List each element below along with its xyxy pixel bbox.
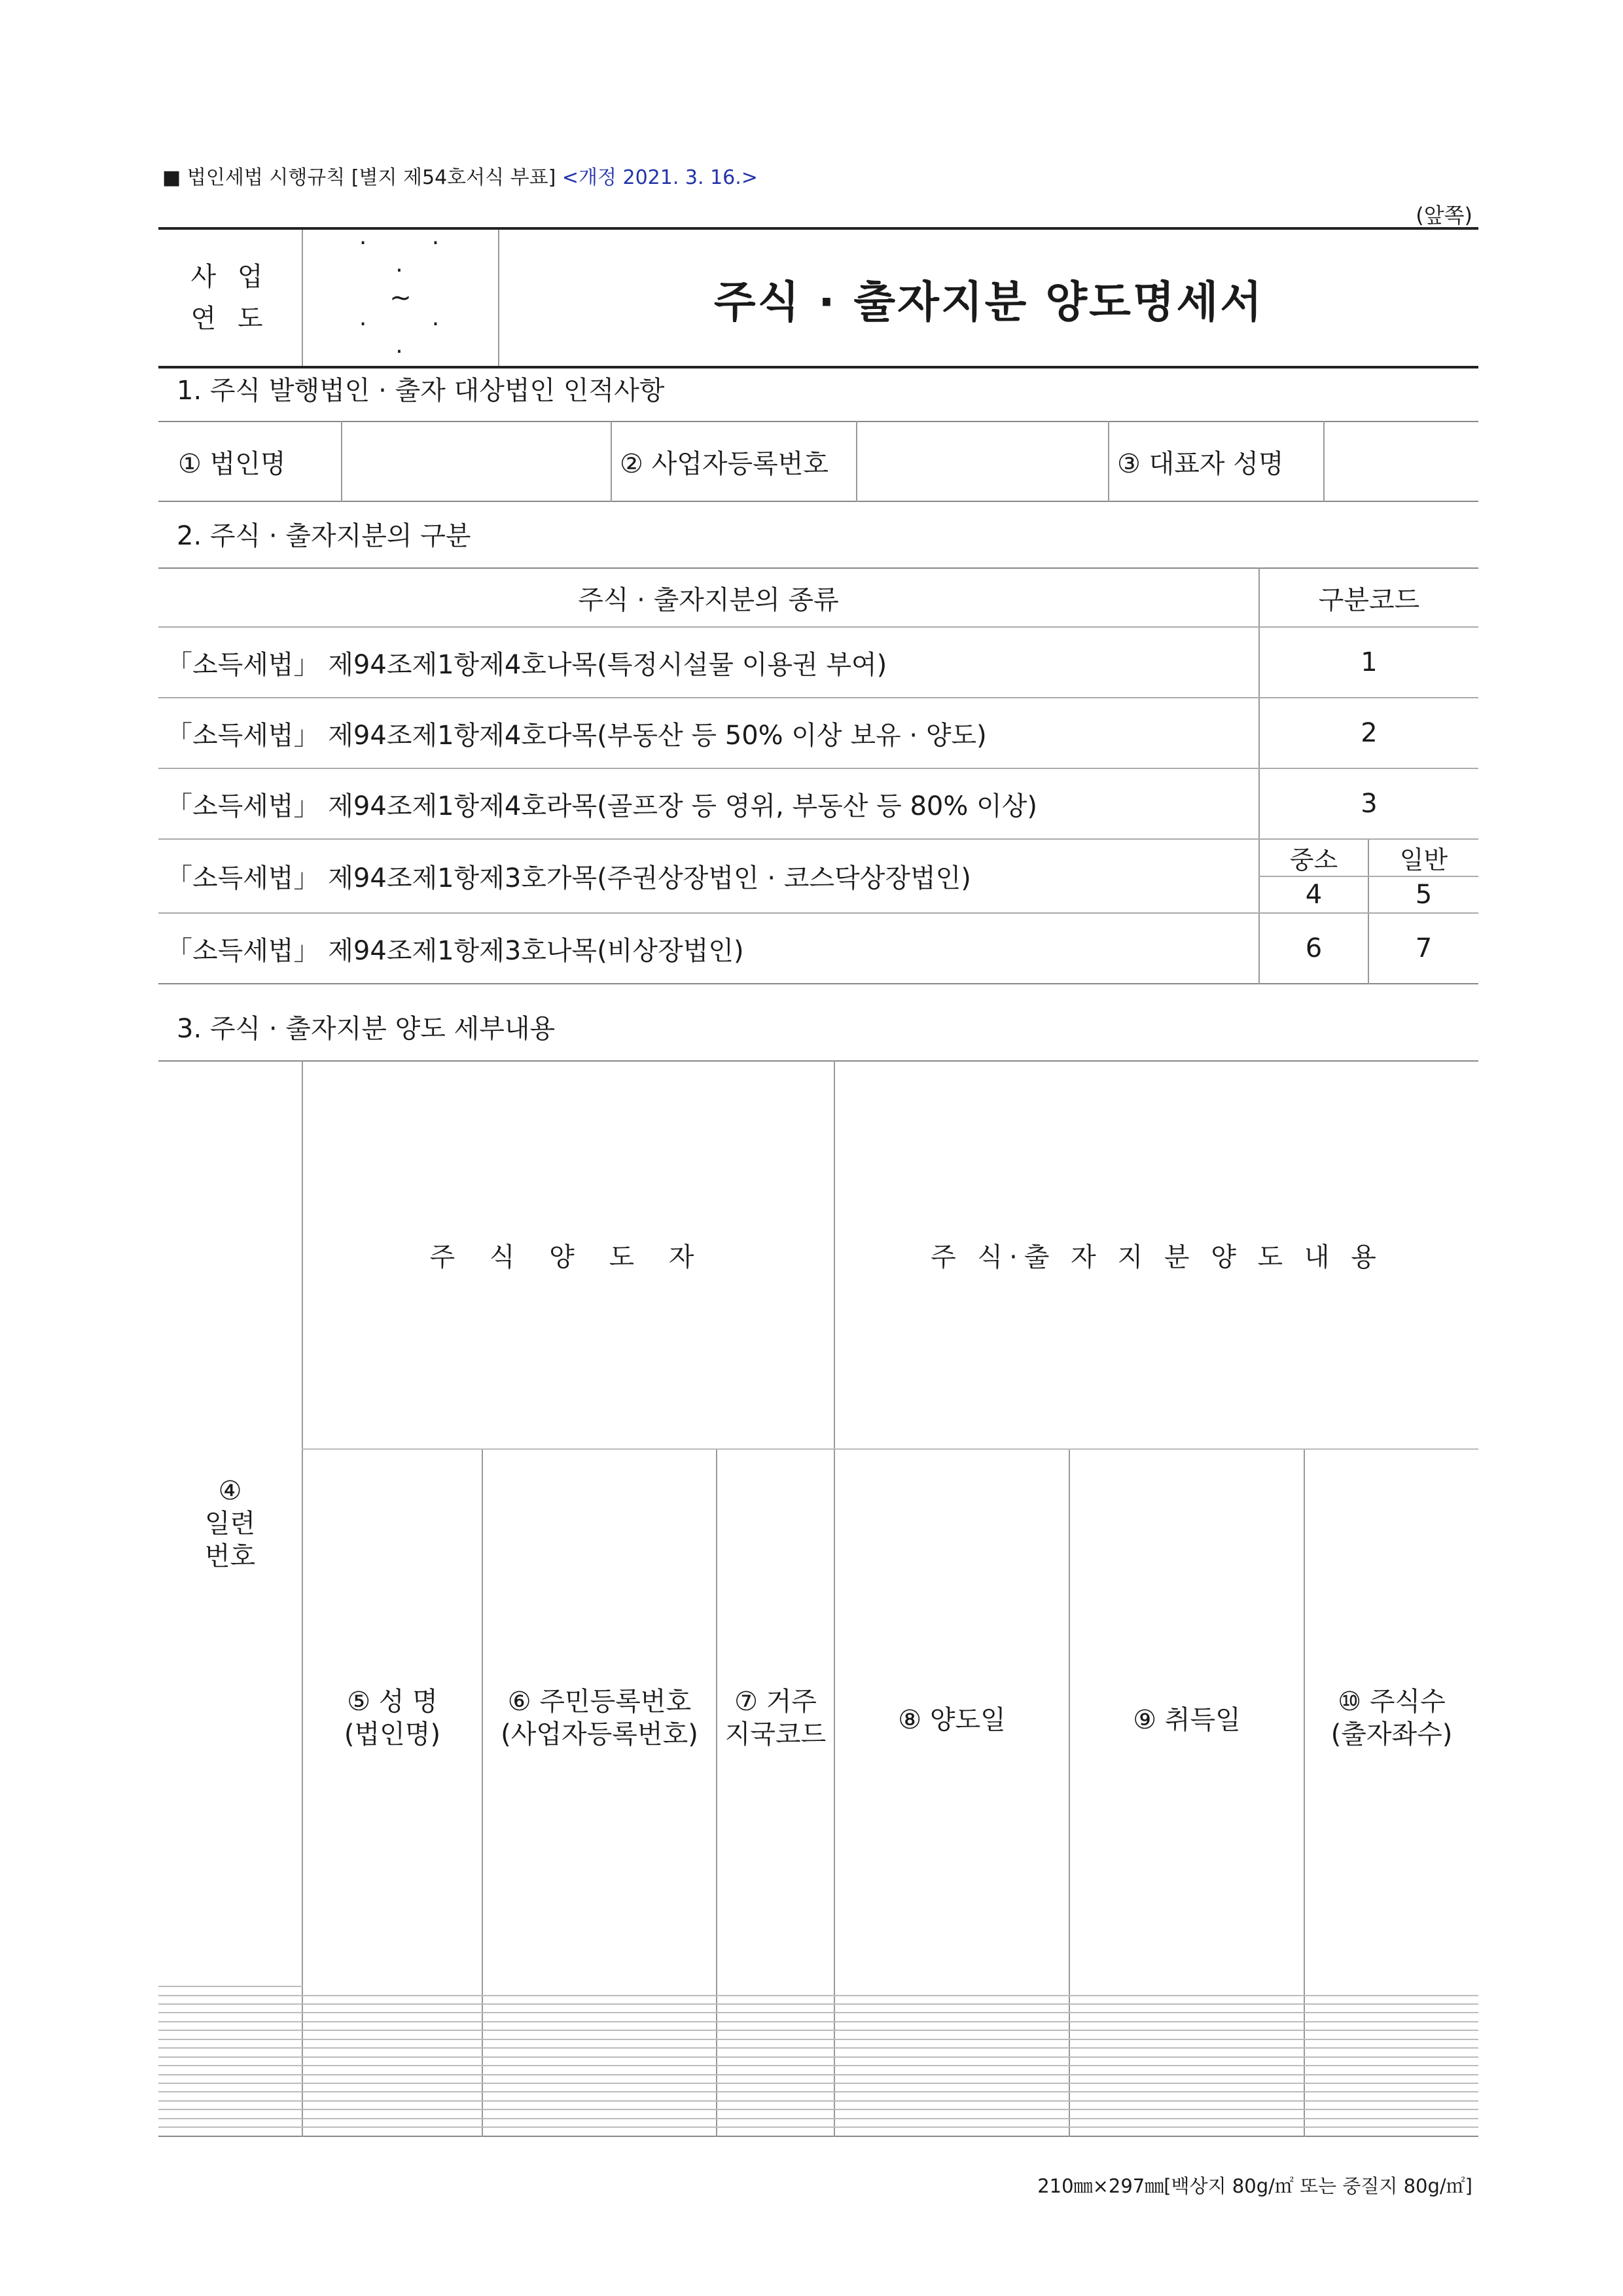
year-label-1: 사 업 bbox=[190, 262, 270, 292]
section3-heading: 3. 주식 · 출자지분 양도 세부내용 bbox=[177, 1014, 556, 1044]
transfer-details-group-header: 주 식·출 자 지 분 양 도 내 용 bbox=[834, 1061, 1478, 1449]
code-column-header: 구분코드 bbox=[1259, 568, 1478, 627]
corp-name-label: ① 법인명 bbox=[178, 448, 286, 479]
table-row bbox=[158, 2048, 1478, 2056]
seq-cell[interactable] bbox=[158, 2075, 302, 2083]
name-cell[interactable] bbox=[302, 2092, 482, 2100]
name-header-2: (법인명) bbox=[344, 1719, 441, 1749]
residence-code-cell[interactable] bbox=[717, 2127, 834, 2136]
sme-code: 6 bbox=[1259, 913, 1368, 984]
legal-basis: 법인세법 시행규칙 [별지 제54호서식 부표] bbox=[187, 166, 556, 189]
reg-no-cell[interactable] bbox=[482, 2119, 717, 2127]
reg-no-header-2: (사업자등록번호) bbox=[501, 1719, 698, 1749]
law-cell: 「소득세법」 제94조제1항제4호다목(부동산 등 50% 이상 보유 · 양도) bbox=[158, 698, 1259, 768]
residence-header-1: ⑦ 거주 bbox=[734, 1686, 817, 1717]
ceo-name-label: ③ 대표자 성명 bbox=[1109, 422, 1324, 501]
seq-cell[interactable] bbox=[158, 2109, 302, 2118]
seq-label-2: 번호 bbox=[204, 1541, 256, 1572]
reg-no-cell[interactable] bbox=[482, 2066, 717, 2074]
seq-cell[interactable] bbox=[158, 1986, 302, 1995]
reg-no-cell[interactable] bbox=[482, 1986, 717, 1995]
seq-cell[interactable] bbox=[158, 2004, 302, 2013]
table-row bbox=[158, 2109, 1478, 2118]
transfer-date-cell[interactable] bbox=[834, 2083, 1069, 2092]
general-label: 일반 bbox=[1368, 839, 1478, 876]
transfer-date-cell[interactable] bbox=[834, 2109, 1069, 2118]
table-row bbox=[158, 2101, 1478, 2109]
transfer-details-table bbox=[158, 1060, 1478, 2137]
table-row bbox=[158, 698, 1478, 768]
residence-code-cell[interactable] bbox=[717, 2101, 834, 2109]
shares-cell[interactable] bbox=[1304, 2039, 1478, 2048]
law-cell: 「소득세법」 제94조제1항제4호나목(특정시설물 이용권 부여) bbox=[158, 627, 1259, 698]
shares-cell[interactable] bbox=[1304, 2004, 1478, 2013]
reg-no-cell[interactable] bbox=[482, 2057, 717, 2066]
name-cell[interactable] bbox=[302, 2066, 482, 2074]
reg-no-cell[interactable] bbox=[482, 2092, 717, 2100]
square-icon: ■ bbox=[162, 166, 181, 189]
transfer-date-cell[interactable] bbox=[834, 2092, 1069, 2100]
reg-no-cell[interactable] bbox=[482, 2048, 717, 2056]
reg-no-cell[interactable] bbox=[482, 2013, 717, 2021]
table-row bbox=[158, 913, 1478, 984]
shares-cell[interactable] bbox=[1304, 2127, 1478, 2136]
residence-code-cell[interactable] bbox=[717, 2119, 834, 2127]
reg-no-cell[interactable] bbox=[482, 2075, 717, 2083]
name-cell[interactable] bbox=[302, 2022, 482, 2030]
acquire-date-cell[interactable] bbox=[1069, 2004, 1304, 2013]
table-row bbox=[158, 2119, 1478, 2127]
reg-no-cell[interactable] bbox=[482, 2127, 717, 2136]
residence-code-cell[interactable] bbox=[717, 2004, 834, 2013]
form-header bbox=[162, 161, 758, 190]
transfer-date-cell[interactable] bbox=[834, 2119, 1069, 2127]
shares-cell[interactable] bbox=[1304, 2048, 1478, 2056]
acquire-date-cell[interactable] bbox=[1069, 2092, 1304, 2100]
shares-cell[interactable] bbox=[1304, 2075, 1478, 2083]
reg-no-cell[interactable] bbox=[482, 2004, 717, 2013]
shares-header-1: ⑩ 주식수 bbox=[1338, 1686, 1446, 1717]
reg-no-cell[interactable] bbox=[482, 1996, 717, 2004]
biz-reg-no-input[interactable] bbox=[857, 422, 1109, 501]
type-column-header: 주식 · 출자지분의 종류 bbox=[158, 568, 1259, 627]
table-row bbox=[158, 2066, 1478, 2074]
table-row bbox=[158, 768, 1478, 839]
seq-no-header bbox=[158, 1061, 302, 1986]
shares-cell[interactable] bbox=[1304, 2057, 1478, 2066]
end-date-dots: · · · bbox=[359, 311, 469, 365]
table-row bbox=[158, 627, 1478, 698]
acquire-date-cell[interactable] bbox=[1069, 1986, 1304, 1995]
sme-label: 중소 bbox=[1259, 839, 1368, 876]
transfer-date-cell[interactable] bbox=[834, 2101, 1069, 2109]
law-cell: 「소득세법」 제94조제1항제3호가목(주권상장법인 · 코스닥상장법인) bbox=[158, 839, 1259, 913]
name-cell[interactable] bbox=[302, 2075, 482, 2083]
transfer-date-column-header: ⑧ 양도일 bbox=[834, 1449, 1069, 1987]
law-cell: 「소득세법」 제94조제1항제3호나목(비상장법인) bbox=[166, 935, 744, 966]
seq-cell[interactable] bbox=[158, 1996, 302, 2004]
corp-name-input[interactable] bbox=[342, 422, 611, 501]
residence-code-cell[interactable] bbox=[717, 2013, 834, 2021]
residence-code-cell[interactable] bbox=[717, 2030, 834, 2039]
reg-no-cell[interactable] bbox=[482, 2022, 717, 2030]
shares-header-2: (출자좌수) bbox=[1330, 1719, 1453, 1749]
revision-date: <개정 2021. 3. 16.> bbox=[562, 166, 758, 189]
seq-cell[interactable] bbox=[158, 2119, 302, 2127]
residence-code-cell[interactable] bbox=[717, 2039, 834, 2048]
start-date-dots: · · · bbox=[359, 230, 469, 284]
shares-column-header bbox=[1304, 1449, 1478, 1987]
name-cell[interactable] bbox=[302, 2083, 482, 2092]
name-header-1: ⑤ 성 명 bbox=[347, 1686, 438, 1717]
ceo-name-input[interactable] bbox=[1324, 422, 1478, 501]
transfer-date-cell[interactable] bbox=[834, 2127, 1069, 2136]
table-row bbox=[158, 1986, 1478, 1995]
shares-cell[interactable] bbox=[1304, 2013, 1478, 2021]
acquire-date-cell[interactable] bbox=[1069, 2075, 1304, 2083]
acquire-date-cell[interactable] bbox=[1069, 1996, 1304, 2004]
table-row bbox=[158, 2013, 1478, 2021]
transfer-date-cell[interactable] bbox=[834, 2022, 1069, 2030]
paper-spec: 210㎜×297㎜[백상지 80g/㎡ 또는 중질지 80g/㎡] bbox=[1037, 2175, 1472, 2197]
residence-code-cell[interactable] bbox=[717, 2066, 834, 2074]
acquire-date-cell[interactable] bbox=[1069, 2013, 1304, 2021]
shares-cell[interactable] bbox=[1304, 1986, 1478, 1995]
table-row bbox=[158, 839, 1478, 876]
table-row bbox=[158, 2004, 1478, 2013]
shares-cell[interactable] bbox=[1304, 2119, 1478, 2127]
range-tilde: ~ bbox=[389, 283, 412, 313]
table-row bbox=[158, 2039, 1478, 2048]
reg-no-cell[interactable] bbox=[482, 2109, 717, 2118]
seq-cell[interactable] bbox=[158, 2092, 302, 2100]
seq-cell[interactable] bbox=[158, 2127, 302, 2136]
form-title: 주식 · 출자지분 양도명세서 bbox=[499, 228, 1478, 367]
law-cell: 「소득세법」 제94조제1항제4호라목(골프장 등 영위, 부동산 등 80% 이상) bbox=[158, 768, 1259, 839]
code-cell: 3 bbox=[1259, 768, 1478, 839]
shares-cell[interactable] bbox=[1304, 2083, 1478, 2092]
reg-no-column-header bbox=[482, 1449, 717, 1987]
reg-no-cell[interactable] bbox=[482, 2039, 717, 2048]
seq-label-1: 일련 bbox=[204, 1509, 256, 1539]
seq-cell[interactable] bbox=[158, 2083, 302, 2092]
acquire-date-cell[interactable] bbox=[1069, 2022, 1304, 2030]
residence-code-cell[interactable] bbox=[717, 1986, 834, 1995]
name-column-header bbox=[302, 1449, 482, 1987]
transferor-group-header: 주 식 양 도 자 bbox=[302, 1061, 834, 1449]
acquire-date-column-header: ⑨ 취득일 bbox=[1069, 1449, 1304, 1987]
name-cell[interactable] bbox=[302, 2119, 482, 2127]
acquire-date-cell[interactable] bbox=[1069, 2048, 1304, 2056]
transfer-date-cell[interactable] bbox=[834, 1996, 1069, 2004]
table-row bbox=[158, 2057, 1478, 2066]
residence-header-2: 지국코드 bbox=[724, 1719, 827, 1749]
shares-cell[interactable] bbox=[1304, 2109, 1478, 2118]
seq-cell[interactable] bbox=[158, 2030, 302, 2039]
title-block bbox=[158, 227, 1478, 368]
acquire-date-cell[interactable] bbox=[1069, 2101, 1304, 2109]
shares-cell[interactable] bbox=[1304, 2092, 1478, 2100]
page-side: (앞쪽) bbox=[1416, 203, 1472, 228]
residence-code-cell[interactable] bbox=[717, 2075, 834, 2083]
share-classification-table bbox=[158, 567, 1478, 984]
reg-no-cell[interactable] bbox=[482, 2101, 717, 2109]
residence-code-cell[interactable] bbox=[717, 2048, 834, 2056]
reg-no-cell[interactable] bbox=[482, 2083, 717, 2092]
code-cell: 1 bbox=[1259, 627, 1478, 698]
seq-cell[interactable] bbox=[158, 2048, 302, 2056]
transfer-date-cell[interactable] bbox=[834, 2075, 1069, 2083]
acquire-date-cell[interactable] bbox=[1069, 2119, 1304, 2127]
name-cell[interactable] bbox=[302, 2030, 482, 2039]
name-cell[interactable] bbox=[302, 2109, 482, 2118]
acquire-date-cell[interactable] bbox=[1069, 2057, 1304, 2066]
shares-cell[interactable] bbox=[1304, 1996, 1478, 2004]
name-cell[interactable] bbox=[302, 2057, 482, 2066]
residence-code-cell[interactable] bbox=[717, 2092, 834, 2100]
table-row bbox=[158, 2127, 1478, 2136]
name-cell[interactable] bbox=[302, 2039, 482, 2048]
transfer-date-cell[interactable] bbox=[834, 2039, 1069, 2048]
name-cell[interactable] bbox=[302, 2004, 482, 2013]
seq-cell[interactable] bbox=[158, 2022, 302, 2030]
table-row bbox=[158, 2022, 1478, 2030]
section1-heading: 1. 주식 발행법인 · 출자 대상법인 인적사항 bbox=[177, 376, 665, 406]
name-cell[interactable] bbox=[302, 1996, 482, 2004]
table-row bbox=[158, 2030, 1478, 2039]
section2-heading: 2. 주식 · 출자지분의 구분 bbox=[177, 521, 471, 551]
biz-reg-no-label: ② 사업자등록번호 bbox=[611, 422, 857, 501]
transfer-date-cell[interactable] bbox=[834, 2048, 1069, 2056]
seq-cell[interactable] bbox=[158, 2101, 302, 2109]
issuer-info-table bbox=[158, 421, 1478, 502]
business-year-label bbox=[158, 228, 302, 367]
table-row bbox=[158, 2092, 1478, 2100]
transfer-date-cell[interactable] bbox=[834, 2057, 1069, 2066]
table-row bbox=[158, 2075, 1478, 2083]
reg-no-cell[interactable] bbox=[482, 2030, 717, 2039]
name-cell[interactable] bbox=[302, 2048, 482, 2056]
residence-code-cell[interactable] bbox=[717, 2083, 834, 2092]
residence-code-cell[interactable] bbox=[717, 2109, 834, 2118]
business-year-field[interactable] bbox=[302, 228, 499, 367]
code-cell: 2 bbox=[1259, 698, 1478, 768]
transfer-date-cell[interactable] bbox=[834, 2030, 1069, 2039]
acquire-date-cell[interactable] bbox=[1069, 2109, 1304, 2118]
reg-no-header-1: ⑥ 주민등록번호 bbox=[507, 1686, 692, 1717]
table-row bbox=[158, 2083, 1478, 2092]
shares-cell[interactable] bbox=[1304, 2022, 1478, 2030]
transfer-date-cell[interactable] bbox=[834, 2066, 1069, 2074]
year-label-2: 연 도 bbox=[190, 304, 270, 334]
general-code: 5 bbox=[1368, 876, 1478, 913]
shares-cell[interactable] bbox=[1304, 2066, 1478, 2074]
acquire-date-cell[interactable] bbox=[1069, 2039, 1304, 2048]
transfer-date-cell[interactable] bbox=[834, 2013, 1069, 2021]
name-cell[interactable] bbox=[302, 2101, 482, 2109]
seq-cell[interactable] bbox=[158, 2013, 302, 2021]
shares-cell[interactable] bbox=[1304, 2101, 1478, 2109]
residence-code-column-header bbox=[717, 1449, 834, 1987]
acquire-date-cell[interactable] bbox=[1069, 2030, 1304, 2039]
transfer-date-cell[interactable] bbox=[834, 1986, 1069, 1995]
seq-cell[interactable] bbox=[158, 2066, 302, 2074]
residence-code-cell[interactable] bbox=[717, 2057, 834, 2066]
transfer-date-cell[interactable] bbox=[834, 2004, 1069, 2013]
general-code: 7 bbox=[1368, 913, 1478, 984]
name-cell[interactable] bbox=[302, 1986, 482, 1995]
acquire-date-cell[interactable] bbox=[1069, 2083, 1304, 2092]
seq-circle: ④ bbox=[218, 1476, 242, 1507]
table-row bbox=[158, 1996, 1478, 2004]
seq-cell[interactable] bbox=[158, 2039, 302, 2048]
sme-code: 4 bbox=[1259, 876, 1368, 913]
name-cell[interactable] bbox=[302, 2127, 482, 2136]
residence-code-cell[interactable] bbox=[717, 1996, 834, 2004]
seq-cell[interactable] bbox=[158, 2057, 302, 2066]
name-cell[interactable] bbox=[302, 2013, 482, 2021]
shares-cell[interactable] bbox=[1304, 2030, 1478, 2039]
acquire-date-cell[interactable] bbox=[1069, 2127, 1304, 2136]
acquire-date-cell[interactable] bbox=[1069, 2066, 1304, 2074]
residence-code-cell[interactable] bbox=[717, 2022, 834, 2030]
